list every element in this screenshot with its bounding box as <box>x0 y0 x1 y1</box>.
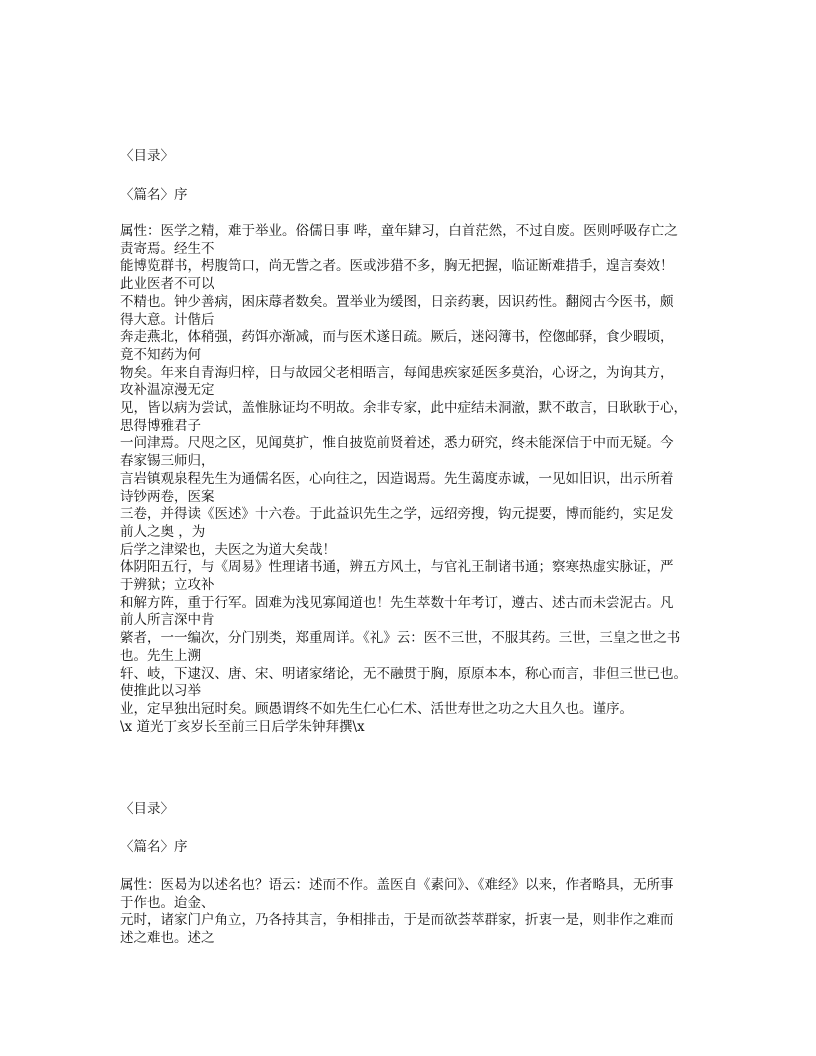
text-line: 得大意。计偕后 <box>120 311 215 328</box>
preface-body-1 <box>120 223 687 736</box>
text-line: 前人所言深中肯 <box>120 612 215 629</box>
text-line: 和解方阵，重于行军。固难为浅见寡闻道也！先生萃数十年考订，遵古、述古而未尝泥古。凡 <box>120 594 674 611</box>
text-line: 使推此以习举 <box>120 683 201 700</box>
text-line: 属性：医学之精，难于举业。俗儒日事 哔，童年肄习，白首茫然，不过自废。医则呼吸存亡之 <box>120 223 678 239</box>
text-line: 能博览群书，枵腹笥口，尚无訾之者。医或涉猎不多，胸无把握，临证断难措手，遑言奏效！ <box>120 258 674 275</box>
text-line: \x 道光丁亥岁长至前三日后学朱钟拜撰\x <box>120 718 365 735</box>
text-line: 奔走燕北，体稍强，药饵亦渐减，而与医术遂日疏。厥后，迷闷簿书，倥偬邮驿，食少暇顷， <box>120 329 674 346</box>
text-line: 业，定早独出冠时矣。顾愚谓终不如先生仁心仁术、活世寿世之功之大且久也。谨序。 <box>120 700 633 717</box>
text-line: 也。先生上溯 <box>120 647 201 664</box>
toc-heading-2: 〈目录〉 <box>120 801 174 817</box>
text-line: 见，皆以病为尝试，盖惟脉证均不明故。余非专家，此中症结未洞澈，默不敢言，日耿耿于心， <box>120 400 687 417</box>
text-line: 于辨狱；立攻补 <box>120 577 215 594</box>
text-line: 物矣。年来自青海归梓，日与故园父老相晤言，每闻患疾家延医多莫治，心讶之，为询其方， <box>120 364 674 381</box>
chapter-heading-1: 〈篇名〉序 <box>120 187 188 203</box>
text-line: 述之难也。述之 <box>120 930 215 947</box>
text-line: 竟不知药为何 <box>120 346 201 363</box>
text-line: 不精也。钟少善病，困床蓐者数矣。置举业为缓图，日亲药裹，因识药性。翻阅古今医书，颇 <box>120 293 674 310</box>
text-line: 三卷，并得读《医述》十六卷。于此益识先生之学，远绍旁搜，钩元提要，博而能约，实足发 <box>120 506 674 523</box>
text-line: 此业医者不可以 <box>120 276 215 293</box>
text-line: 于作也。迨金、 <box>120 894 215 911</box>
text-line: 体阴阳五行，与《周易》性理诸书通，辨五方风土，与官礼王制诸书通；察寒热虚实脉证，严 <box>120 559 674 576</box>
text-line: 春家锡三师归， <box>120 453 215 470</box>
text-line: 前人之奥 ，为 <box>120 523 206 540</box>
text-line: 诗钞两卷，医案 <box>120 488 215 505</box>
chapter-heading-2: 〈篇名〉序 <box>120 839 188 855</box>
text-line: 元时，诸家门户角立，乃各持其言，争相排击，于是而欲荟萃群家，折衷一是，则非作之难而 <box>120 912 674 929</box>
text-line: 属性：医曷为以述名也？语云：述而不作。盖医自《素问》、《难经》以来，作者略具，无所事 <box>120 877 674 893</box>
text-line: 綮者，一一编次，分门别类，郑重周详。《礼》云：医不三世，不服其药。三世，三皇之世之书 <box>120 630 681 647</box>
text-line: 轩、岐，下逮汉、唐、宋、明诸家绪论，无不融贯于胸，原原本本，称心而言，非但三世已也。 <box>120 665 687 682</box>
text-line: 思得博雅君子 <box>120 417 201 434</box>
text-line: 后学之津梁也，夫医之为道大矣哉！ <box>120 541 336 558</box>
toc-heading-1: 〈目录〉 <box>120 148 174 164</box>
text-line: 责寄焉。经生不 <box>120 240 215 257</box>
text-line: 一问津焉。尺咫之区，见闻莫扩，惟自披览前贤着述，悉力研究，终未能深信于中而无疑。今 <box>120 435 674 452</box>
text-line: 言岩镇观泉程先生为通儒名医，心向往之，因造谒焉。先生蔼度赤诚，一见如旧识，出示所着 <box>120 470 674 487</box>
preface-body-2 <box>120 877 674 948</box>
text-line: 攻补温凉漫无定 <box>120 382 215 399</box>
